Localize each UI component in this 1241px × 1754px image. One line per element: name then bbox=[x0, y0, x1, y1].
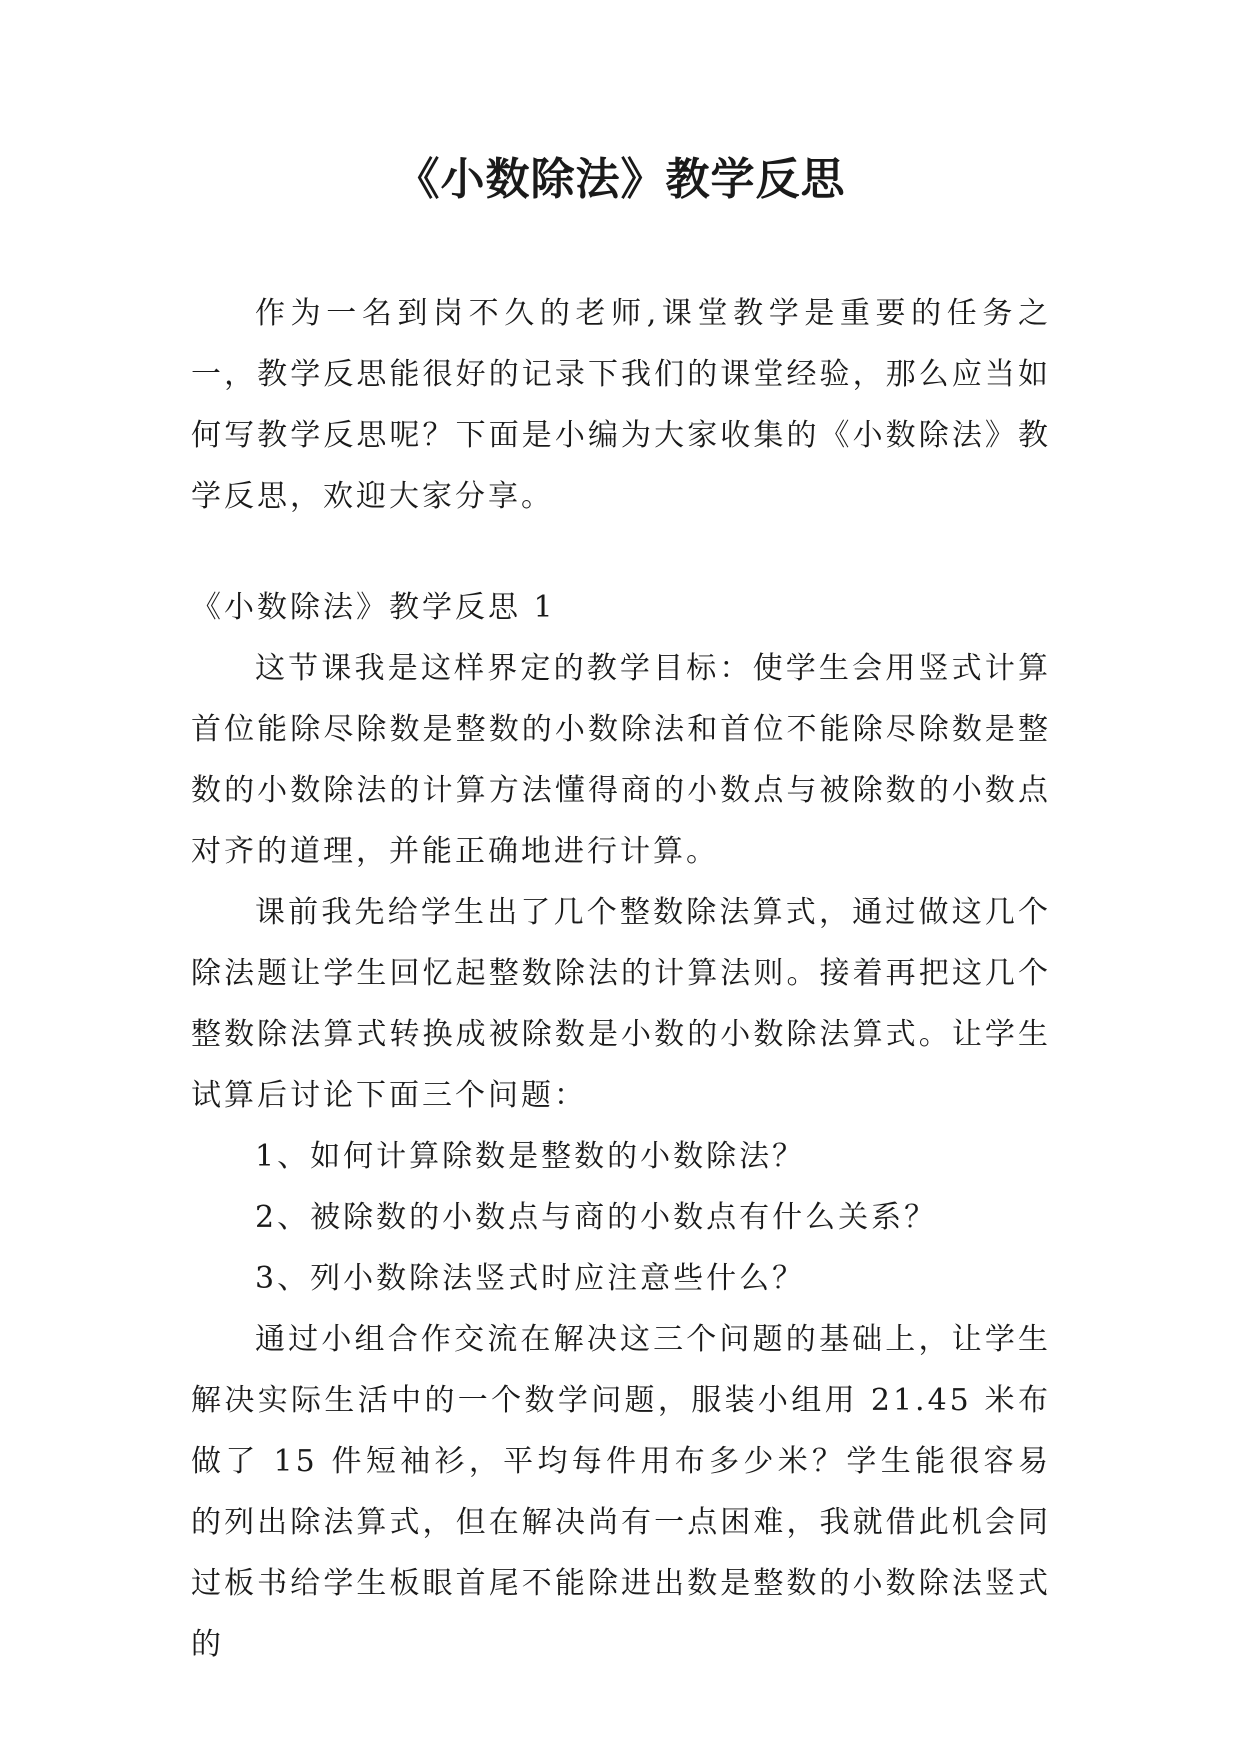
paragraph: 这节课我是这样界定的教学目标：使学生会用竖式计算首位能除尽除数是整数的小数除法和首位不能除尽除数是整数的小数除法的计算方法懂得商的小数点与被除数的小数点对齐的道理，并能正确地进行计算。 bbox=[191, 651, 1051, 869]
intro-paragraph: 作为一名到岗不久的老师,课堂教学是重要的任务之一，教学反思能很好的记录下我们的课堂经验，那么应当如何写教学反思呢？下面是小编为大家收集的《小数除法》教学反思，欢迎大家分享。 bbox=[191, 296, 1051, 514]
paragraph: 通过小组合作交流在解决这三个问题的基础上，让学生解决实际生活中的一个数学问题，服装小组用 21.45 米布做了 15 件短袖衫，平均每件用布多少米？学生能很容易的列出除法算式，但在解决尚有一点困难，我就借此机会同过板书给学生板眼首尾不能除进出数是整数的小数除法竖式的 bbox=[191, 1322, 1051, 1662]
list-item: 3、列小数除法竖式时应注意些什么？ bbox=[255, 1261, 806, 1296]
paragraph: 课前我先给学生出了几个整数除法算式，通过做这几个除法题让学生回忆起整数除法的计算法则。接着再把这几个整数除法算式转换成被除数是小数的小数除法算式。让学生试算后讨论下面三个问题： bbox=[191, 895, 1051, 1113]
list-item: 2、被除数的小数点与商的小数点有什么关系？ bbox=[255, 1200, 938, 1235]
intro-block bbox=[191, 283, 1051, 527]
section-1 bbox=[191, 577, 1051, 1675]
list-item: 1、如何计算除数是整数的小数除法？ bbox=[255, 1139, 806, 1174]
document-title: 《小数除法》教学反思 bbox=[395, 154, 846, 205]
section-heading: 《小数除法》教学反思 1 bbox=[191, 590, 556, 625]
